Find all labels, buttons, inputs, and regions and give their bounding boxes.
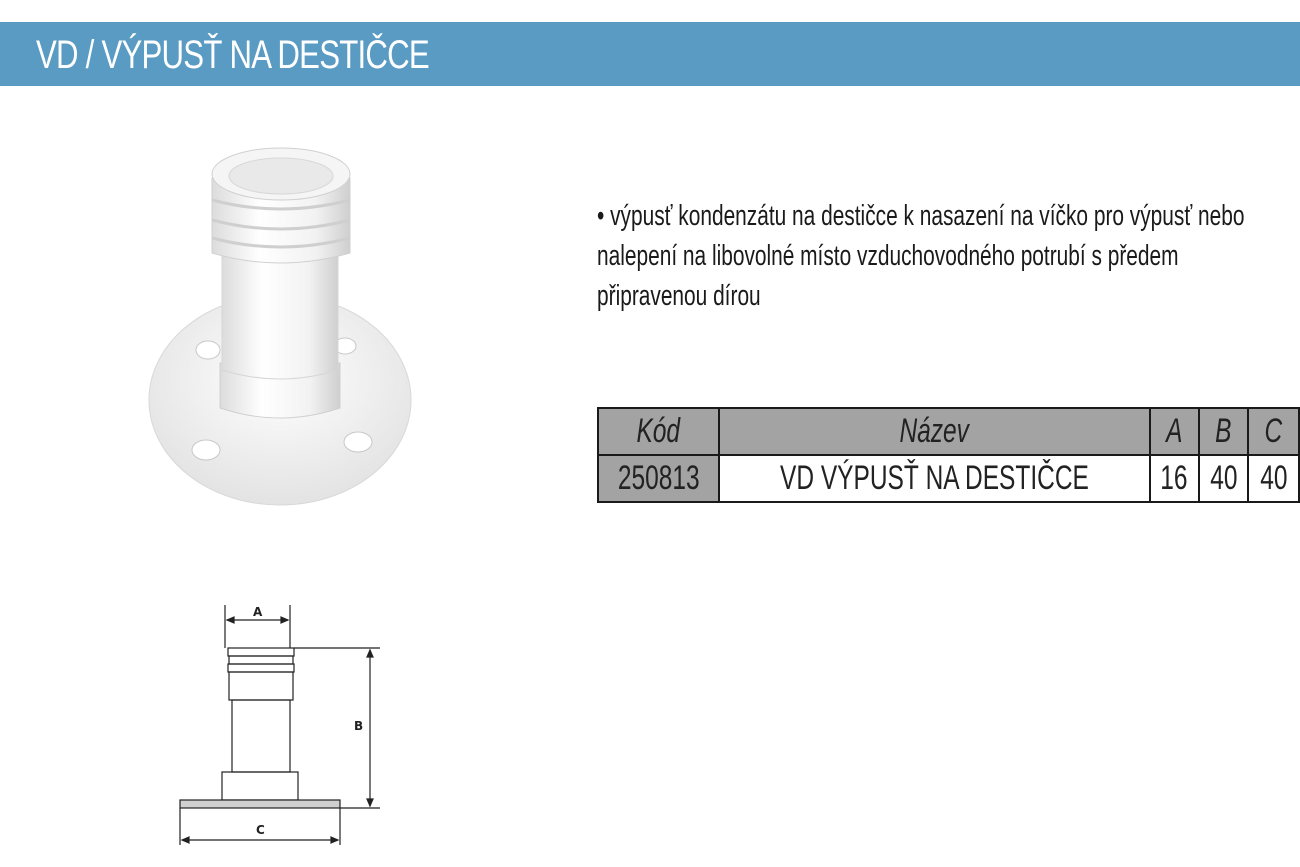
product-photo: [140, 138, 430, 518]
header-a: A: [1150, 408, 1199, 455]
spec-table: [597, 407, 1300, 503]
header-code: Kód: [598, 408, 719, 455]
dimension-label-a: A: [253, 605, 263, 619]
page-title: VD / VÝPUSŤ NA DESTIČCE: [36, 33, 429, 77]
cell-code: 250813: [598, 455, 719, 502]
header-c: C: [1248, 408, 1299, 455]
header-bar: [0, 22, 1300, 86]
header-name: Název: [719, 408, 1150, 455]
cell-b: 40: [1199, 455, 1248, 502]
dimension-label-b: B: [354, 719, 364, 733]
technical-drawing: [170, 600, 380, 855]
product-description: • výpusť kondenzátu na destičce k nasazení na víčko pro výpusť nebo nalepení na libovolné místo vzduchovodného potrubí s předem připravenou dírou: [597, 200, 1245, 312]
table-header-row: [598, 408, 1299, 455]
cell-name: VD VÝPUSŤ NA DESTIČCE: [719, 455, 1150, 502]
header-b: B: [1199, 408, 1248, 455]
cell-c: 40: [1248, 455, 1299, 502]
table-row: [598, 455, 1299, 502]
dimension-label-c: C: [256, 823, 265, 837]
cell-a: 16: [1150, 455, 1199, 502]
